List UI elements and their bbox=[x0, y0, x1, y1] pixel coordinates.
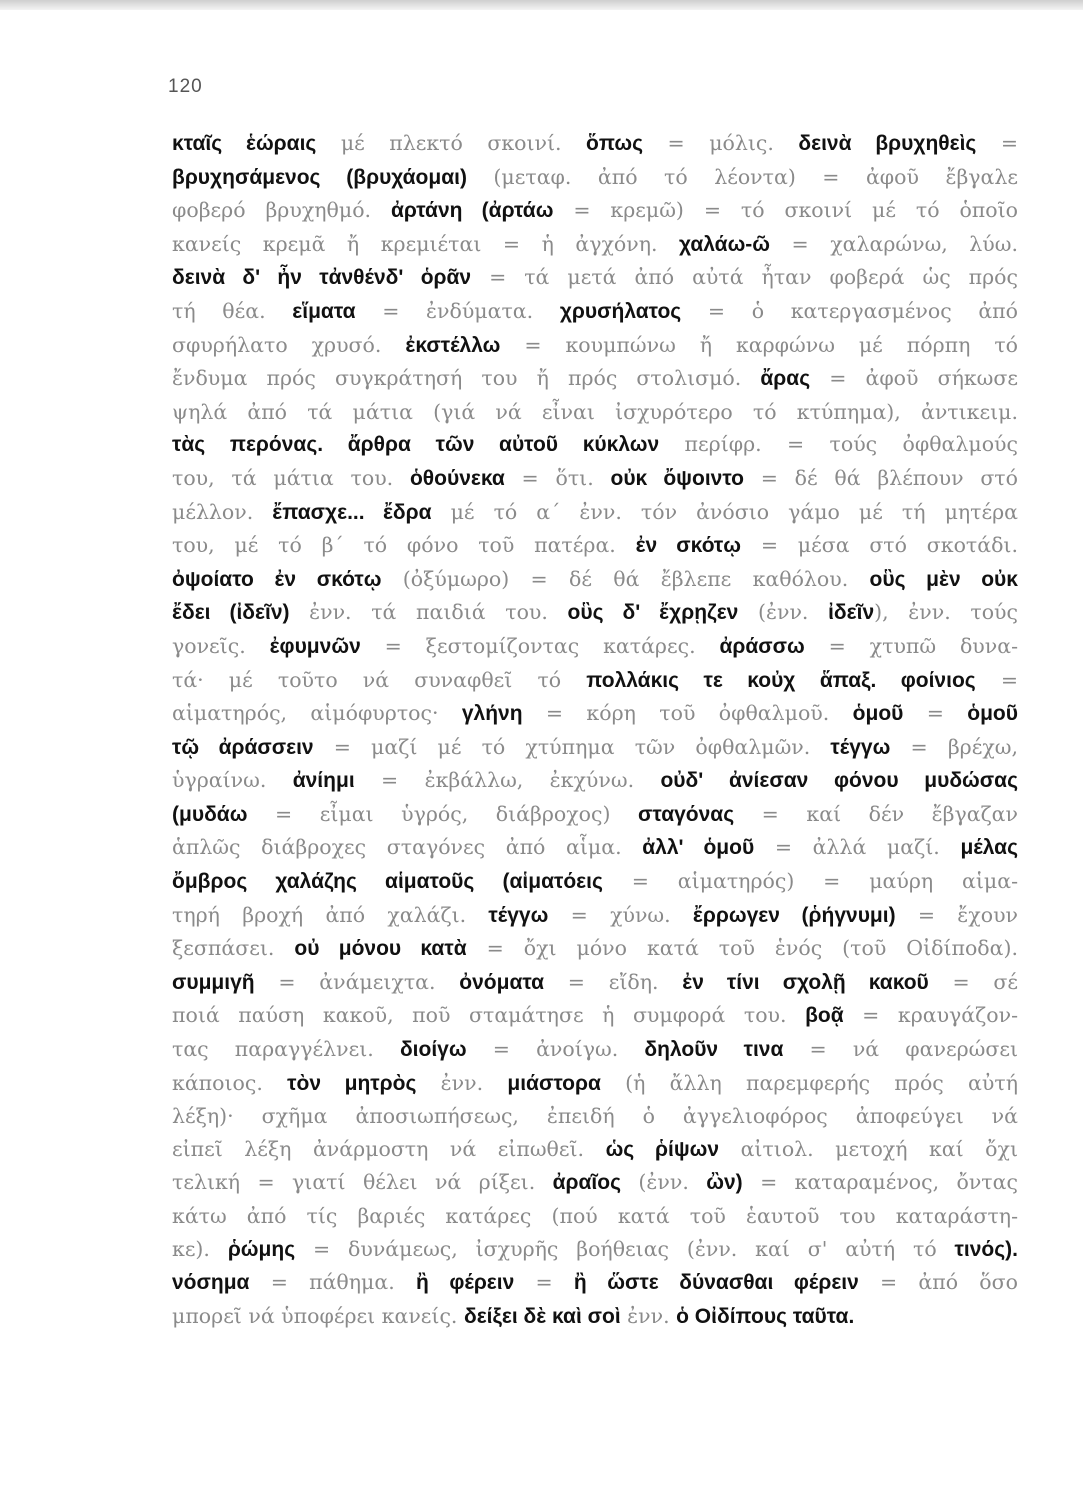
text-line bbox=[172, 596, 1018, 630]
lemma-term: ἰδεῖν bbox=[828, 601, 875, 625]
text-line bbox=[172, 563, 1018, 597]
text-line bbox=[172, 831, 1018, 865]
gloss-text: = bbox=[975, 667, 1018, 692]
lemma-term: ἐν σκότῳ bbox=[635, 534, 742, 558]
gloss-text: ἐνν. τά παιδιά του. bbox=[289, 600, 568, 625]
lemma-term: ἔπασχε... ἔδρα bbox=[272, 500, 432, 524]
lemma-term: μιάστορα bbox=[507, 1071, 601, 1095]
lemma-term: ἀρτάνη (ἀρτάω bbox=[390, 199, 554, 223]
text-line bbox=[172, 161, 1018, 195]
text-line bbox=[172, 462, 1018, 496]
lemma-term: πολλάκις τε κοὐχ ἅπαξ. φοίνιος bbox=[586, 668, 976, 692]
gloss-text: = δυνάμεως, ἰσχυρῆς βοήθειας (ἐνν. καί σ' αὐτή τό bbox=[295, 1236, 955, 1261]
gloss-text: = χτυπῶ δυνα- bbox=[804, 633, 1018, 658]
lemma-term: χρυσήλατος bbox=[559, 299, 682, 323]
text-line bbox=[172, 194, 1018, 228]
gloss-text: = ὁ κατεργασμένος ἀπό bbox=[681, 298, 1018, 323]
text-line bbox=[172, 295, 1018, 329]
lemma-term: οὓς μὲν οὐκ bbox=[869, 567, 1018, 591]
lemma-term: ἐκστέλλω bbox=[405, 333, 501, 357]
text-line bbox=[172, 999, 1018, 1033]
gloss-text: μέ πλεκτό σκοινί. bbox=[316, 131, 587, 155]
gloss-text: = ἀλλά μαζί. bbox=[754, 835, 961, 860]
text-line bbox=[172, 261, 1018, 295]
lemma-term: ὀψοίατο ἐν σκότῳ bbox=[172, 567, 382, 591]
gloss-text: (ἐνν. bbox=[621, 1170, 707, 1195]
gloss-text: = αἱματηρός) = μαύρη αἱμα- bbox=[602, 869, 1018, 894]
lemma-term: βοᾷ bbox=[805, 1004, 844, 1028]
gloss-text: = βρέχω, bbox=[890, 734, 1018, 759]
gloss-text: = bbox=[514, 1270, 574, 1295]
lemma-term: τὸν μητρὸς bbox=[287, 1071, 417, 1095]
lemma-term: ὢν) bbox=[706, 1171, 743, 1195]
lemma-term: οὐ μόνου κατὰ bbox=[294, 937, 467, 961]
lemma-term: ἐφυμνῶν bbox=[269, 634, 361, 658]
text-line bbox=[172, 731, 1018, 765]
gloss-text: τά· μέ τοῦτο νά συναφθεῖ τό bbox=[172, 667, 587, 692]
lemma-term: ὁμοῦ bbox=[852, 702, 904, 726]
gloss-text: = σέ bbox=[928, 969, 1018, 994]
lemma-term: ἔδει (ἰδεῖν) bbox=[172, 601, 290, 625]
text-line bbox=[172, 127, 1018, 161]
gloss-text: τηρή βροχή ἀπό χαλάζι. bbox=[172, 902, 489, 927]
gloss-text: (ἡ ἄλλη παρεμφερής πρός αὐτή bbox=[600, 1070, 1018, 1095]
lemma-term: μέλας bbox=[960, 836, 1018, 860]
lemma-term: ἀλλ' ὁμοῦ bbox=[642, 836, 755, 860]
text-line bbox=[172, 228, 1018, 262]
gloss-text: = bbox=[903, 701, 968, 726]
gloss-text: κανείς κρεμᾶ ἤ κρεμιέται = ἡ ἀγχόνη. bbox=[172, 231, 679, 256]
text-line bbox=[172, 966, 1018, 1000]
lemma-term: τινός). bbox=[954, 1237, 1018, 1261]
gloss-text: κάτω ἀπό τίς βαριές κατάρες (πού κατά τοῦ ἑαυτοῦ του καταράστη- bbox=[172, 1204, 1018, 1228]
lemma-term: νόσημα bbox=[172, 1271, 250, 1295]
text-line bbox=[172, 329, 1018, 363]
gloss-text: = ἀνάμειχτα. bbox=[254, 969, 460, 994]
gloss-text: = ἔχουν bbox=[895, 902, 1018, 927]
gloss-text: κάποιος. bbox=[172, 1070, 288, 1095]
gloss-text: = ἐνδύματα. bbox=[355, 298, 560, 323]
gloss-text: = κουμπώνω ἤ καρφώνω μέ πόρπη τό bbox=[500, 332, 1018, 357]
gloss-text: κε). bbox=[172, 1236, 228, 1261]
gloss-text: = χαλαρώνω, λύω. bbox=[770, 231, 1018, 256]
lemma-term: ἔρρωγεν (ῥήγνυμι) bbox=[692, 903, 896, 927]
gloss-text: τας παραγγέλνει. bbox=[172, 1037, 400, 1062]
text-line bbox=[172, 1100, 1018, 1133]
gloss-text: = ἐκβάλλω, ἐκχύνω. bbox=[354, 768, 661, 793]
lemma-term: τῷ ἀράσσειν bbox=[172, 735, 314, 759]
text-line bbox=[172, 529, 1018, 563]
lemma-term: (μυδάω bbox=[172, 802, 248, 826]
lemma-term: εἵματα bbox=[292, 299, 356, 323]
text-line bbox=[172, 1300, 1018, 1334]
lemma-term: ἢ ὥστε δύνασθαι φέρειν bbox=[573, 1271, 859, 1295]
text-line bbox=[172, 932, 1018, 966]
lemma-term: τέγγω bbox=[830, 735, 891, 759]
gloss-text: = τά μετά ἀπό αὐτά ἦταν φοβερά ὡς πρός bbox=[471, 265, 1018, 290]
gloss-text: = νά φανερώσει bbox=[783, 1037, 1018, 1062]
gloss-text: (μεταφ. ἀπό τό λέοντα) = ἀφοῦ ἔβγαλε bbox=[466, 164, 1018, 189]
gloss-text: μέλλον. bbox=[172, 499, 273, 524]
gloss-text: αἰτιολ. μετοχή καί ὄχι bbox=[719, 1136, 1018, 1161]
text-line bbox=[172, 362, 1018, 396]
gloss-text: = ἀφοῦ σήκωσε bbox=[810, 366, 1018, 391]
text-line bbox=[172, 1266, 1018, 1300]
text-line bbox=[172, 1233, 1018, 1267]
page-top-edge bbox=[0, 0, 1083, 10]
commentary-text bbox=[172, 127, 1018, 1333]
lemma-term: ἄρας bbox=[760, 367, 811, 391]
gloss-text: = μέσα στό σκοτάδι. bbox=[741, 533, 1018, 558]
gloss-text: περίφρ. = τούς ὀφθαλμούς bbox=[659, 432, 1018, 457]
gloss-text: ψηλά ἀπό τά μάτια (γιά νά εἶναι ἰσχυρότερο τό κτύπημα), ἀντικειμ. bbox=[172, 399, 1018, 424]
lemma-term: δηλοῦν τινα bbox=[644, 1038, 784, 1062]
lemma-term: ὁ Οἰδίπους ταῦτα. bbox=[676, 1304, 855, 1328]
gloss-text: = ξεστομίζοντας κατάρες. bbox=[360, 633, 720, 658]
gloss-text: μέ τό α΄ ἐνν. τόν ἀνόσιο γάμο μέ τή μητέρα bbox=[431, 499, 1018, 524]
gloss-text: ἐνν. bbox=[416, 1070, 508, 1095]
gloss-text: = μαζί μέ τό χτύπημα τῶν ὀφθαλμῶν. bbox=[313, 734, 831, 759]
lemma-term: ὁθούνεκα bbox=[409, 466, 505, 490]
lemma-term: ἀνίημι bbox=[292, 769, 355, 793]
lemma-term: δεινὰ βρυχηθεὶς bbox=[798, 132, 977, 155]
text-line bbox=[172, 428, 1018, 462]
lemma-term: γλήνη bbox=[461, 702, 523, 726]
lemma-term: δεινὰ δ' ἦν τἀνθένδ' ὁρᾶν bbox=[172, 266, 472, 290]
gloss-text: = καί δέν ἔβγαζαν bbox=[734, 801, 1018, 826]
lemma-term: τὰς περόνας. ἄρθρα τῶν αὐτοῦ κύκλων bbox=[172, 433, 660, 457]
gloss-text: = μόλις. bbox=[643, 131, 799, 155]
lemma-term: ἀράσσω bbox=[719, 634, 805, 658]
gloss-text: = ἀπό ὅσο bbox=[858, 1270, 1018, 1295]
lemma-term: συμμιγῆ bbox=[172, 970, 255, 994]
text-line bbox=[172, 396, 1018, 429]
gloss-text: = ἀνοίγω. bbox=[466, 1037, 645, 1062]
text-line bbox=[172, 496, 1018, 530]
text-line bbox=[172, 865, 1018, 899]
gloss-text: (ὀξύμωρο) = δέ θά ἔβλεπε καθόλου. bbox=[381, 566, 870, 591]
gloss-text: μπορεῖ νά ὑποφέρει κανείς. bbox=[172, 1303, 464, 1328]
gloss-text: λέξη)· σχῆμα ἀποσιωπήσεως, ἐπειδή ὁ ἀγγελιοφόρος ἀποφεύγει νά bbox=[172, 1104, 1018, 1129]
gloss-text: γονεῖς. bbox=[172, 633, 270, 658]
gloss-text: = καταραμένος, ὄντας bbox=[742, 1170, 1018, 1195]
lemma-term: ὀνόματα bbox=[459, 970, 545, 994]
gloss-text: = bbox=[976, 131, 1018, 155]
text-line bbox=[172, 664, 1018, 698]
lemma-term: ἀραῖος bbox=[552, 1171, 622, 1195]
gloss-text: = ὅτι. bbox=[504, 465, 611, 490]
gloss-text: ποιά παύση κακοῦ, ποῦ σταμάτησε ἡ συμφορά του. bbox=[172, 1003, 806, 1028]
gloss-text: = πάθημα. bbox=[249, 1270, 416, 1295]
gloss-text: τή θέα. bbox=[172, 298, 293, 323]
lemma-term: χαλάω-ῶ bbox=[679, 232, 771, 256]
gloss-text: = κρεμῶ) = τό σκοινί μέ τό ὁποῖο bbox=[553, 198, 1018, 223]
lemma-term: κταῖς ἑώραις bbox=[172, 132, 317, 155]
gloss-text: = ὄχι μόνο κατά τοῦ ἑνός (τοῦ Οἰδίποδα). bbox=[466, 936, 1018, 961]
gloss-text: εἰπεῖ λέξη ἀνάρμοστη νά εἰπωθεῖ. bbox=[172, 1136, 606, 1161]
gloss-text: ἁπλῶς διάβροχες σταγόνες ἀπό αἷμα. bbox=[172, 835, 643, 860]
lemma-term: ὅπως bbox=[586, 132, 644, 155]
lemma-term: τέγγω bbox=[488, 903, 549, 927]
text-line bbox=[172, 1033, 1018, 1067]
lemma-term: ὁμοῦ bbox=[967, 702, 1018, 726]
gloss-text: ), ἐνν. τούς bbox=[874, 600, 1018, 625]
gloss-text: (ἐνν. bbox=[738, 600, 829, 625]
text-line bbox=[172, 798, 1018, 832]
gloss-text: του, τά μάτια του. bbox=[172, 465, 410, 490]
lemma-term: ἢ φέρειν bbox=[415, 1271, 515, 1295]
gloss-text: αἱματηρός, αἱμόφυρτος· bbox=[172, 701, 462, 726]
text-line bbox=[172, 1166, 1018, 1200]
lemma-term: ὄμβρος χαλάζης αἱματοῦς (αἱματόεις bbox=[172, 870, 603, 894]
lemma-term: σταγόνας bbox=[638, 802, 735, 826]
gloss-text: του, μέ τό β΄ τό φόνο τοῦ πατέρα. bbox=[172, 533, 636, 558]
gloss-text: σφυρήλατο χρυσό. bbox=[172, 332, 406, 357]
lemma-term: οὓς δ' ἔχρῃζεν bbox=[567, 601, 739, 625]
gloss-text: ἔνδυμα πρός συγκράτησή του ἤ πρός στολισμό. bbox=[172, 366, 761, 391]
lemma-term: διοίγω bbox=[399, 1038, 467, 1062]
lemma-term: δείξει δὲ καὶ σοὶ bbox=[463, 1304, 621, 1328]
lemma-term: οὐδ' ἀνίεσαν φόνου μυδώσας bbox=[660, 769, 1018, 793]
gloss-text: ξεσπάσει. bbox=[172, 936, 295, 961]
gloss-text: τελική = γιατί θέλει νά ρίξει. bbox=[172, 1170, 553, 1195]
gloss-text: φοβερό βρυχηθμό. bbox=[172, 198, 391, 223]
lemma-term: ῥώμης bbox=[227, 1237, 296, 1261]
lemma-term: ὡς ῥίψων bbox=[605, 1137, 720, 1161]
text-line bbox=[172, 764, 1018, 798]
text-line bbox=[172, 1133, 1018, 1167]
text-line bbox=[172, 697, 1018, 731]
lemma-term: βρυχησάμενος (βρυχάομαι) bbox=[172, 165, 467, 189]
lemma-term: οὐκ ὄψοιντο bbox=[610, 466, 744, 490]
page-number: 120 bbox=[168, 76, 203, 97]
gloss-text: = κραυγάζον- bbox=[843, 1003, 1018, 1028]
gloss-text: = εἴδη. bbox=[544, 969, 683, 994]
gloss-text: ὑγραίνω. bbox=[172, 768, 293, 793]
text-line bbox=[172, 1067, 1018, 1101]
gloss-text: = εἶμαι ὑγρός, διάβροχος) bbox=[247, 801, 639, 826]
gloss-text: ἐνν. bbox=[620, 1303, 677, 1328]
text-line bbox=[172, 630, 1018, 664]
text-line bbox=[172, 899, 1018, 933]
lemma-term: ἐν τίνι σχολῇ κακοῦ bbox=[682, 970, 929, 994]
gloss-text: = κόρη τοῦ ὀφθαλμοῦ. bbox=[522, 701, 853, 726]
gloss-text: = δέ θά βλέπουν στό bbox=[743, 465, 1018, 490]
text-line bbox=[172, 1200, 1018, 1233]
gloss-text: = χύνω. bbox=[548, 902, 693, 927]
